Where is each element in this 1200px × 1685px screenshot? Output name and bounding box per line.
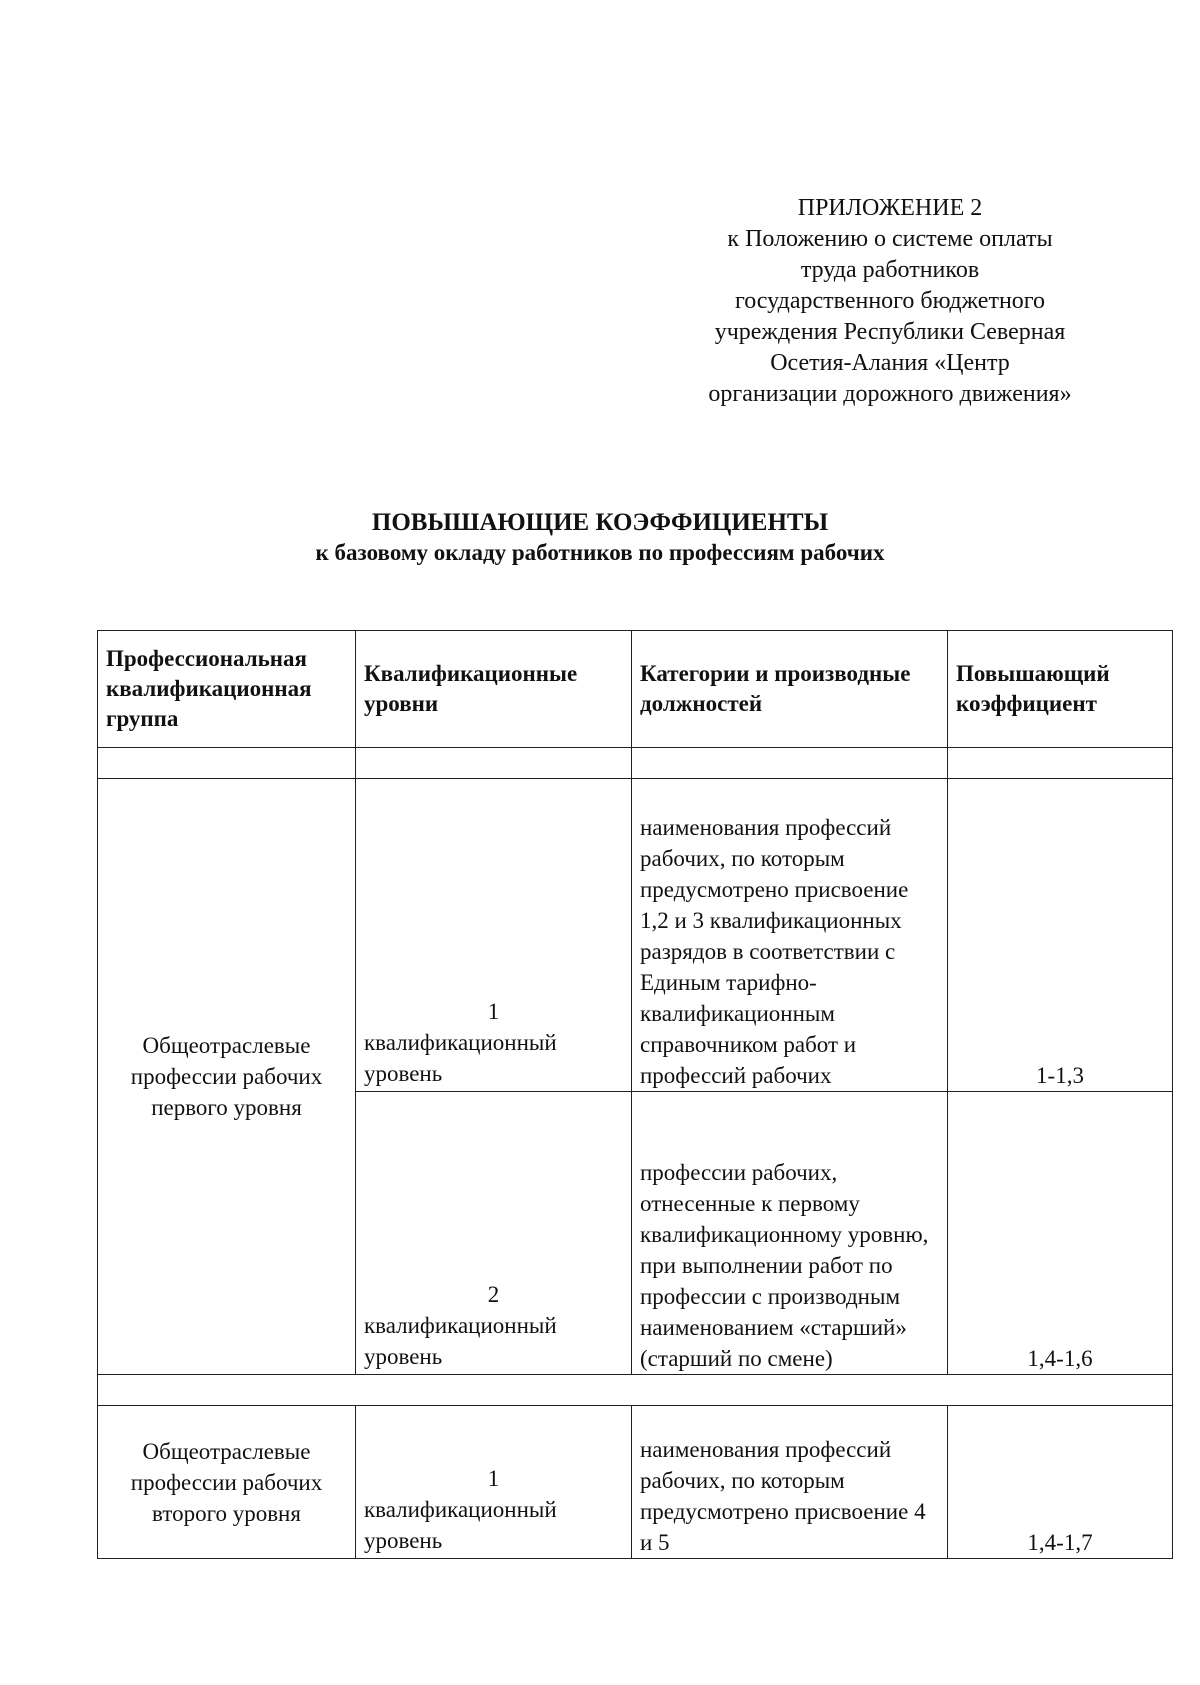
appendix-line: труда работников (800, 257, 980, 283)
coefficient-cell: 1,4-1,7 (948, 1406, 1173, 1559)
level-label: квалификационный уровень (364, 1497, 557, 1553)
header-levels: Квалификационные уровни (356, 631, 632, 748)
level-label: квалификационный уровень (364, 1313, 557, 1369)
header-coefficient: Повышающий коэффициент (948, 631, 1173, 748)
table-header-row (98, 631, 1173, 748)
appendix-line: учреждения Республики Северная (714, 319, 1066, 345)
table-spacer-row (98, 1375, 1173, 1406)
table-spacer-row (98, 748, 1173, 779)
level-label: квалификационный уровень (364, 1030, 557, 1086)
table-row (98, 779, 1173, 1092)
level-number: 1 (487, 1466, 500, 1491)
appendix-line: Осетия-Алания «Центр (770, 350, 1010, 376)
heading-main: ПОВЫШАЮЩИЕ КОЭФФИЦИЕНТЫ (371, 509, 829, 536)
coefficient-cell: 1-1,3 (948, 779, 1173, 1092)
coefficient-cell: 1,4-1,6 (948, 1092, 1173, 1375)
level-cell (356, 1406, 632, 1559)
empty-cell (948, 748, 1173, 779)
level-number: 1 (487, 999, 500, 1024)
empty-cell (98, 748, 356, 779)
level-cell (356, 1092, 632, 1375)
empty-cell (98, 1375, 1173, 1406)
appendix-line: к Положению о системе оплаты (727, 226, 1053, 252)
appendix-block (680, 193, 1100, 410)
header-categories: Категории и производные должностей (632, 631, 948, 748)
coefficients-table (97, 630, 1173, 1559)
empty-cell (356, 748, 632, 779)
document-heading (150, 508, 1050, 568)
heading-sub: к базовому окладу работников по профессиям рабочих (315, 540, 885, 565)
appendix-line: организации дорожного движения» (708, 381, 1072, 407)
header-group: Профессиональная квалификационная группа (98, 631, 356, 748)
empty-cell (632, 748, 948, 779)
appendix-title: ПРИЛОЖЕНИЕ 2 (797, 195, 983, 221)
group-name-cell: Общеотраслевые профессии рабочих второго уровня (98, 1406, 356, 1559)
level-number: 2 (487, 1282, 500, 1307)
category-cell: наименования профессий рабочих, по которым предусмотрено присвоение 1,2 и 3 квалификационных разрядов в соответствии с Единым тарифно-квалификационным справочником работ и профессий рабочих (632, 779, 948, 1092)
category-cell: профессии рабочих, отнесенные к первому квалификационному уровню, при выполнении работ по профессии с производным наименованием «старший» (старший по смене) (632, 1092, 948, 1375)
level-cell (356, 779, 632, 1092)
appendix-line: государственного бюджетного (734, 288, 1046, 314)
category-cell: наименования профессий рабочих, по которым предусмотрено присвоение 4 и 5 (632, 1406, 948, 1559)
group-name-cell: Общеотраслевые профессии рабочих первого уровня (98, 779, 356, 1375)
table-row (98, 1406, 1173, 1559)
